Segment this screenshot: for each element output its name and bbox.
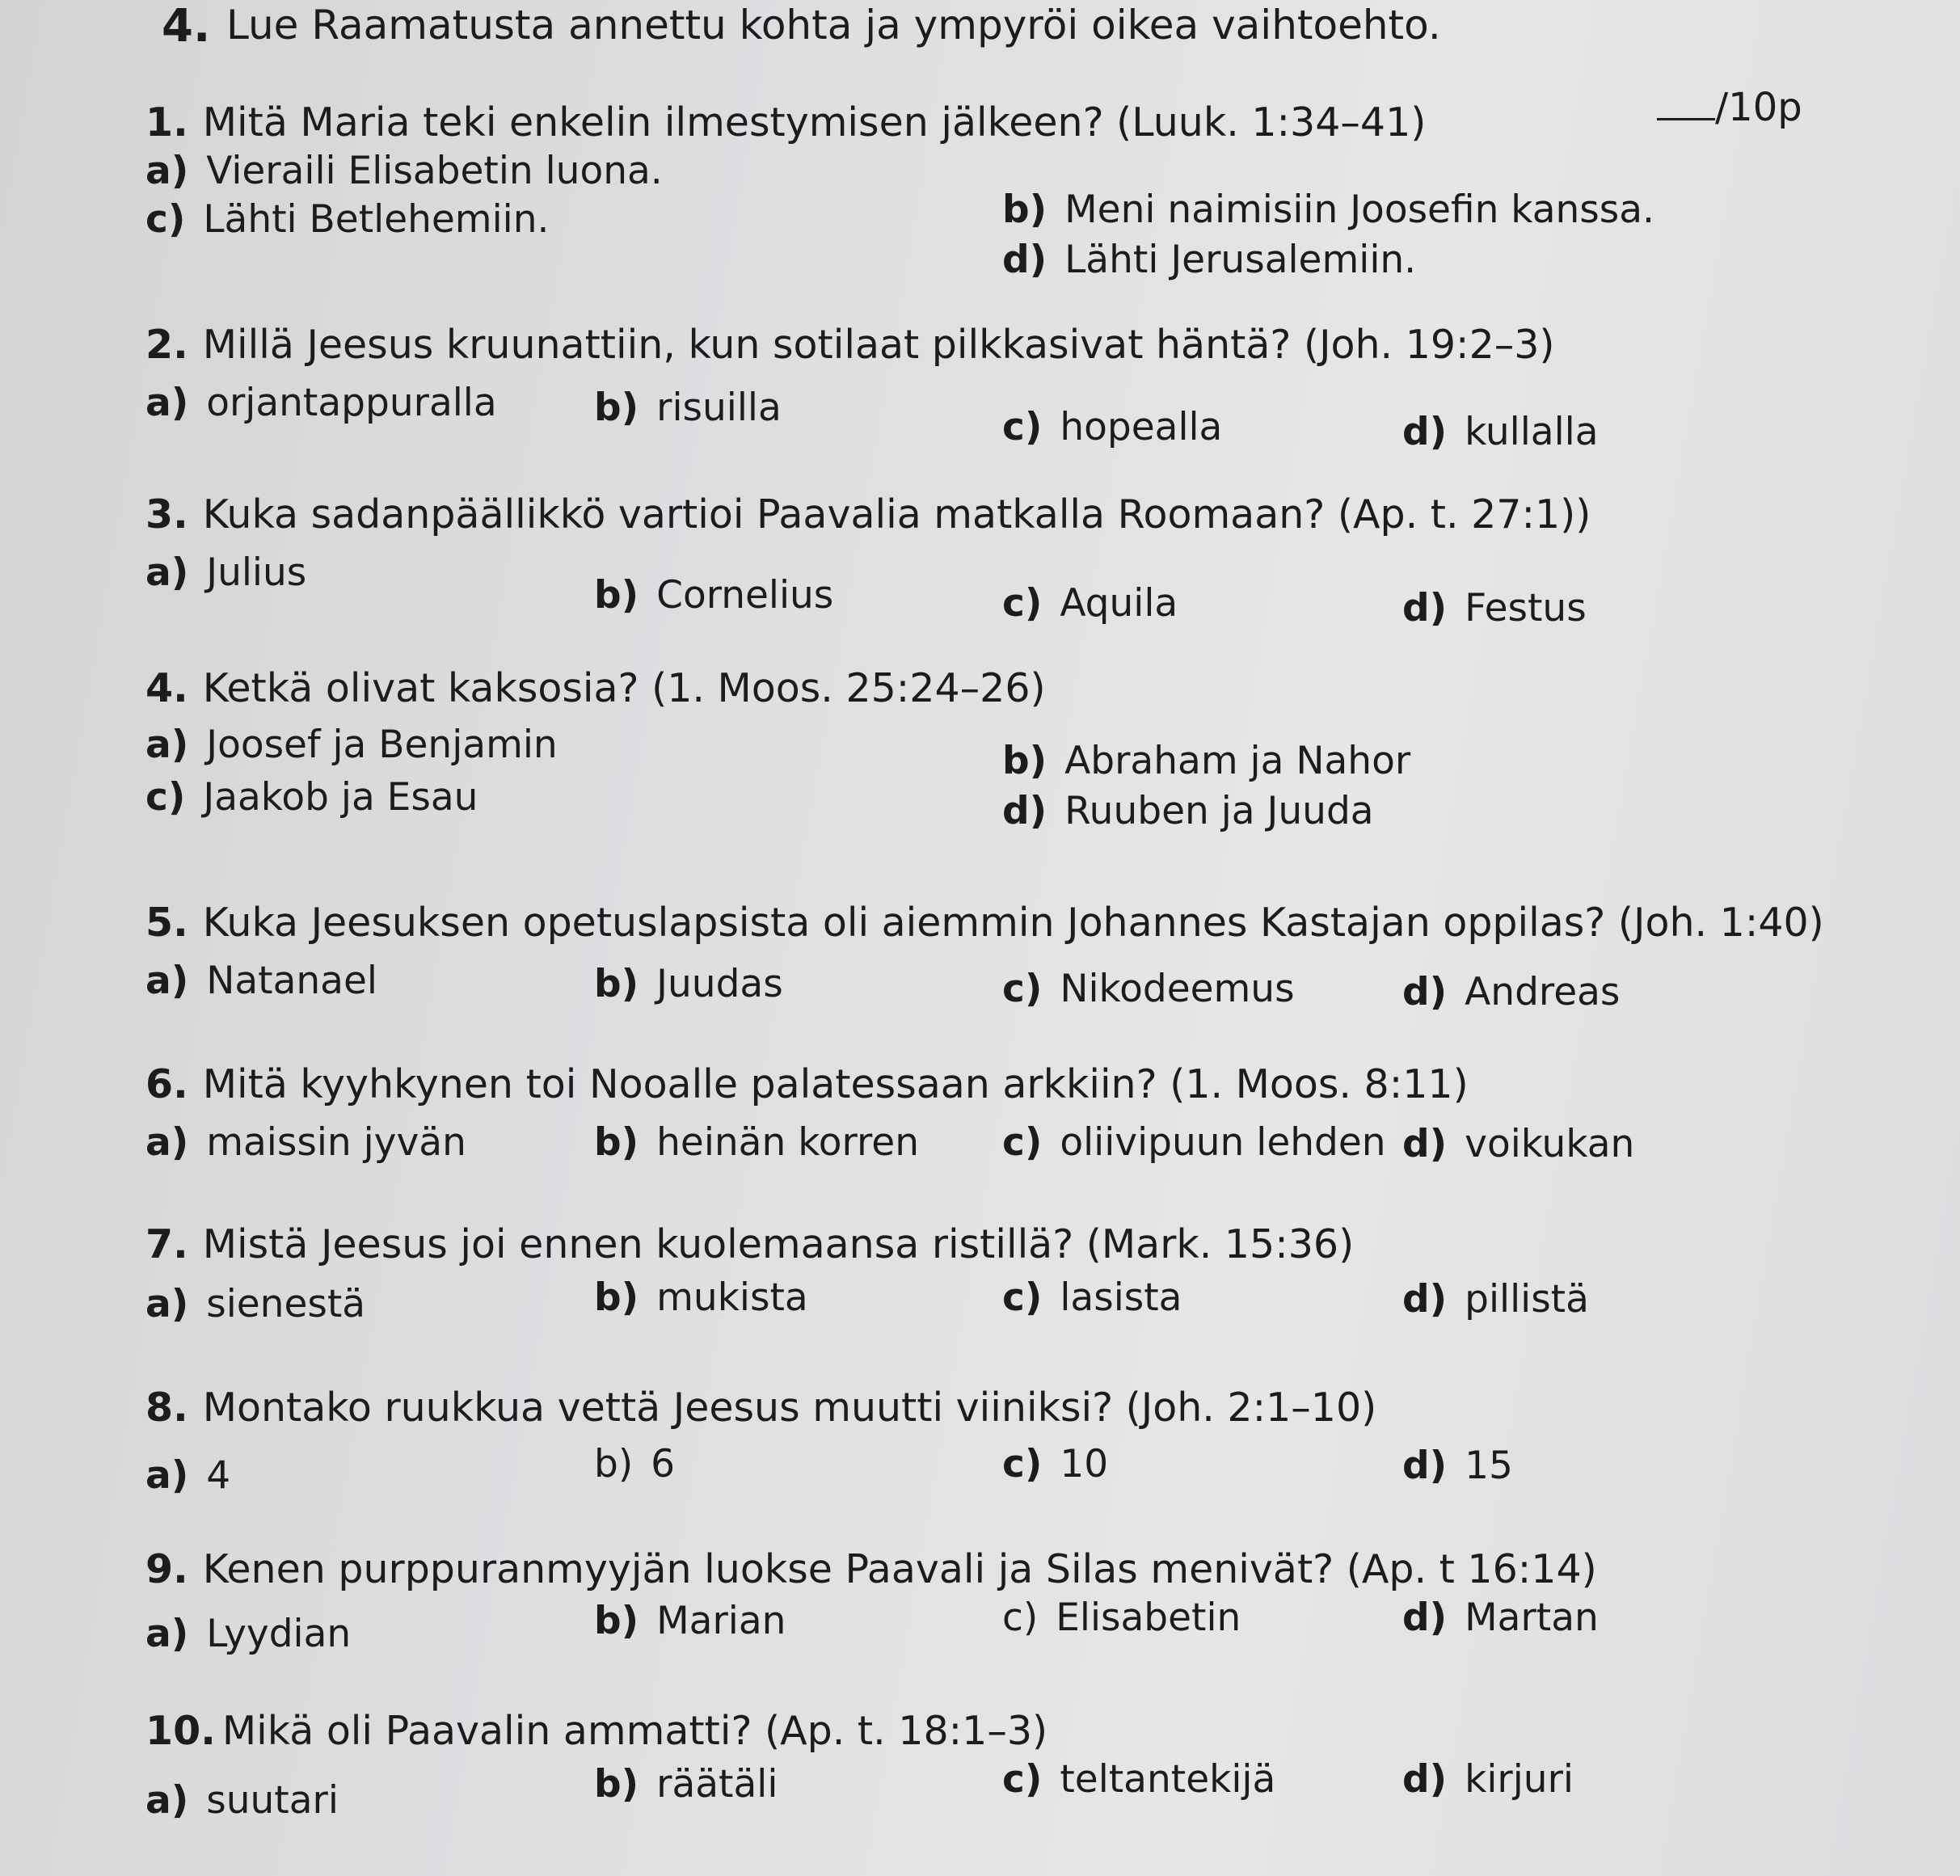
question-line — [145, 489, 1859, 541]
question-4 — [145, 663, 1859, 852]
option-text: voikukan — [1465, 1122, 1635, 1166]
option-text: oliivipuun lehden — [1060, 1120, 1386, 1165]
option-text: Lyydian — [206, 1612, 352, 1656]
question-text: Millä Jeesus kruunattiin, kun sotilaat pilkkasivat häntä? (Joh. 19:2–3) — [202, 322, 1555, 368]
option-d[interactable] — [1002, 238, 1416, 282]
option-letter: d) — [1402, 410, 1448, 454]
option-letter: d) — [1002, 789, 1047, 833]
option-letter: a) — [145, 1778, 189, 1823]
option-letter: d) — [1002, 238, 1047, 282]
option-a[interactable] — [145, 1120, 466, 1165]
option-letter: c) — [145, 775, 186, 820]
option-c[interactable] — [145, 197, 549, 242]
option-text: maissin jyvän — [206, 1120, 466, 1165]
option-letter: b) — [594, 573, 639, 618]
options — [145, 1434, 1859, 1523]
option-b[interactable] — [594, 1120, 919, 1165]
question-text: Mikä oli Paavalin ammatti? (Ap. t. 18:1–3) — [221, 1708, 1048, 1754]
option-d[interactable] — [1402, 1757, 1574, 1802]
option-d[interactable] — [1402, 970, 1620, 1014]
option-text: 4 — [206, 1453, 231, 1498]
option-text: räätäli — [656, 1762, 778, 1806]
option-d[interactable] — [1402, 1122, 1634, 1166]
option-a[interactable] — [145, 959, 377, 1003]
option-letter: c) — [1002, 967, 1043, 1011]
option-text: lasista — [1060, 1275, 1182, 1320]
question-number: 6. — [145, 1061, 188, 1107]
option-letter: d) — [1402, 1277, 1448, 1322]
option-a[interactable] — [145, 1453, 230, 1498]
question-line — [145, 319, 1859, 371]
option-a[interactable] — [145, 1778, 339, 1823]
option-letter: c) — [1002, 1442, 1043, 1486]
option-text: Meni naimisiin Joosefin kanssa. — [1064, 188, 1655, 232]
option-b[interactable] — [594, 386, 782, 430]
option-letter: c) — [1002, 1120, 1043, 1165]
question-text: Kuka sadanpäällikkö vartioi Paavalia matkalla Roomaan? (Ap. t. 27:1)) — [202, 491, 1591, 538]
option-letter: a) — [145, 959, 189, 1003]
option-letter: b) — [594, 1599, 639, 1643]
question-text: Kuka Jeesuksen opetuslapsista oli aiemmin Johannes Kastajan oppilas? (Joh. 1:40) — [202, 900, 1824, 946]
question-line — [145, 897, 1859, 949]
option-text: Lähti Betlehemiin. — [203, 197, 550, 242]
option-d[interactable] — [1402, 410, 1599, 454]
option-letter: b) — [1002, 739, 1047, 783]
options — [145, 1271, 1859, 1360]
score-suffix: /10p — [1715, 85, 1802, 130]
option-letter: b) — [594, 1120, 639, 1165]
question-line — [145, 1219, 1859, 1271]
option-text: Aquila — [1060, 581, 1178, 626]
option-letter: a) — [145, 1453, 189, 1498]
question-number: 3. — [145, 491, 188, 538]
option-letter: c) — [1002, 1757, 1043, 1802]
option-text: 15 — [1465, 1444, 1513, 1488]
question-number: 7. — [145, 1221, 188, 1267]
option-c[interactable] — [1002, 1596, 1241, 1640]
option-letter: d) — [1402, 1757, 1448, 1802]
question-8 — [145, 1382, 1859, 1523]
option-c[interactable] — [1002, 1275, 1182, 1320]
option-text: Juudas — [656, 962, 783, 1006]
option-d[interactable] — [1402, 1277, 1589, 1322]
option-d[interactable] — [1002, 789, 1374, 833]
option-text: Ruuben ja Juuda — [1064, 789, 1374, 833]
option-text: 10 — [1060, 1442, 1109, 1486]
option-letter: c) — [1002, 581, 1043, 626]
question-1 — [145, 97, 1859, 286]
option-letter: c) — [1002, 1596, 1039, 1640]
option-text: suutari — [206, 1778, 339, 1823]
question-9 — [145, 1544, 1859, 1684]
option-b[interactable] — [594, 1442, 675, 1486]
option-letter: c) — [145, 197, 186, 242]
option-text: Natanael — [206, 959, 377, 1003]
option-text: Jaakob ja Esau — [203, 775, 478, 820]
option-a[interactable] — [145, 723, 558, 767]
option-text: Nikodeemus — [1060, 967, 1295, 1011]
options — [145, 149, 1859, 286]
options — [145, 1111, 1859, 1199]
option-text: Joosef ja Benjamin — [206, 723, 558, 767]
option-text: Festus — [1465, 586, 1587, 630]
question-2 — [145, 319, 1859, 460]
question-number: 1. — [145, 99, 188, 145]
option-text: Marian — [656, 1599, 786, 1643]
option-letter: b) — [594, 386, 639, 430]
option-d[interactable] — [1402, 1444, 1513, 1488]
question-text: Montako ruukkua vettä Jeesus muutti viiniksi? (Joh. 2:1–10) — [202, 1385, 1377, 1431]
option-c[interactable] — [1002, 1442, 1108, 1486]
option-text: Elisabetin — [1056, 1596, 1241, 1640]
question-line — [145, 1059, 1859, 1111]
option-c[interactable] — [1002, 581, 1178, 626]
option-c[interactable] — [1002, 1757, 1275, 1802]
option-text: hopealla — [1060, 405, 1223, 449]
option-a[interactable] — [145, 149, 663, 193]
option-letter: a) — [145, 1120, 189, 1165]
option-text: Abraham ja Nahor — [1064, 739, 1411, 783]
option-letter: a) — [145, 723, 189, 767]
option-letter: a) — [145, 1612, 189, 1656]
question-line — [145, 1705, 1859, 1757]
option-text: Andreas — [1465, 970, 1621, 1014]
question-text: Mitä Maria teki enkelin ilmestymisen jälkeen? (Luuk. 1:34–41) — [202, 99, 1427, 145]
option-b[interactable] — [594, 573, 833, 618]
option-text: pillistä — [1465, 1277, 1589, 1322]
option-b[interactable] — [1002, 739, 1410, 783]
question-line — [145, 97, 1859, 149]
exercise-instruction: Lue Raamatusta annettu kohta ja ympyröi oikea vaihtoehto. — [226, 2, 1441, 48]
question-text: Kenen purppuranmyyjän luokse Paavali ja Silas menivät? (Ap. t 16:14) — [202, 1546, 1597, 1592]
option-d[interactable] — [1402, 1596, 1599, 1640]
option-text: teltantekijä — [1060, 1757, 1276, 1802]
question-text: Ketkä olivat kaksosia? (1. Moos. 25:24–26) — [202, 665, 1046, 711]
question-5 — [145, 897, 1859, 1038]
option-c[interactable] — [145, 775, 478, 820]
options — [145, 1596, 1859, 1684]
exercise-number: 4. — [162, 0, 211, 53]
option-b[interactable] — [1002, 188, 1654, 232]
option-b[interactable] — [594, 1599, 786, 1643]
option-text: Vieraili Elisabetin luona. — [206, 149, 663, 193]
question-line — [145, 1544, 1859, 1596]
option-letter: b) — [594, 1442, 634, 1486]
option-b[interactable] — [594, 1762, 778, 1806]
option-c[interactable] — [1002, 1120, 1386, 1165]
question-6 — [145, 1059, 1859, 1199]
option-text: 6 — [651, 1442, 676, 1486]
option-letter: d) — [1402, 586, 1448, 630]
option-text: Julius — [206, 550, 307, 595]
question-10 — [145, 1705, 1859, 1846]
question-number: 4. — [145, 665, 188, 711]
options — [145, 1757, 1859, 1846]
question-number: 10. — [145, 1708, 216, 1754]
exercise-header — [162, 0, 1859, 73]
question-7 — [145, 1219, 1859, 1360]
options — [145, 715, 1859, 852]
option-a[interactable] — [145, 1612, 351, 1656]
question-text: Mitä kyyhkynen toi Nooalle palatessaan arkkiin? (1. Moos. 8:11) — [202, 1061, 1469, 1107]
option-letter: a) — [145, 381, 189, 425]
options — [145, 371, 1859, 460]
option-text: orjantappuralla — [206, 381, 497, 425]
question-number: 8. — [145, 1385, 188, 1431]
option-letter: a) — [145, 149, 189, 193]
question-line — [145, 1382, 1859, 1434]
question-number: 5. — [145, 900, 188, 946]
options — [145, 949, 1859, 1038]
option-text: mukista — [656, 1275, 808, 1320]
option-letter: c) — [1002, 405, 1043, 449]
option-letter: a) — [145, 550, 189, 595]
option-letter: c) — [1002, 1275, 1043, 1320]
option-letter: d) — [1402, 1596, 1448, 1640]
question-text: Mistä Jeesus joi ennen kuolemaansa ristillä? (Mark. 15:36) — [202, 1221, 1355, 1267]
option-text: Martan — [1465, 1596, 1599, 1640]
option-letter: d) — [1402, 970, 1448, 1014]
option-text: risuilla — [656, 386, 782, 430]
option-text: kullalla — [1465, 410, 1599, 454]
option-a[interactable] — [145, 1282, 365, 1326]
option-c[interactable] — [1002, 405, 1222, 449]
option-letter: d) — [1402, 1444, 1448, 1488]
question-number: 2. — [145, 322, 188, 368]
option-letter: b) — [594, 962, 639, 1006]
option-text: heinän korren — [656, 1120, 919, 1165]
option-letter: b) — [594, 1275, 639, 1320]
option-letter: d) — [1402, 1122, 1448, 1166]
option-text: kirjuri — [1465, 1757, 1574, 1802]
option-a[interactable] — [145, 381, 497, 425]
option-text: Cornelius — [656, 573, 834, 618]
option-b[interactable] — [594, 962, 783, 1006]
option-text: sienestä — [206, 1282, 366, 1326]
option-d[interactable] — [1402, 586, 1587, 630]
option-letter: a) — [145, 1282, 189, 1326]
option-letter: b) — [594, 1762, 639, 1806]
option-b[interactable] — [594, 1275, 808, 1320]
question-number: 9. — [145, 1546, 188, 1592]
options — [145, 541, 1859, 630]
question-3 — [145, 489, 1859, 630]
question-line — [145, 663, 1859, 715]
option-a[interactable] — [145, 550, 306, 595]
option-c[interactable] — [1002, 967, 1295, 1011]
option-text: Lähti Jerusalemiin. — [1064, 238, 1417, 282]
option-letter: b) — [1002, 188, 1047, 232]
